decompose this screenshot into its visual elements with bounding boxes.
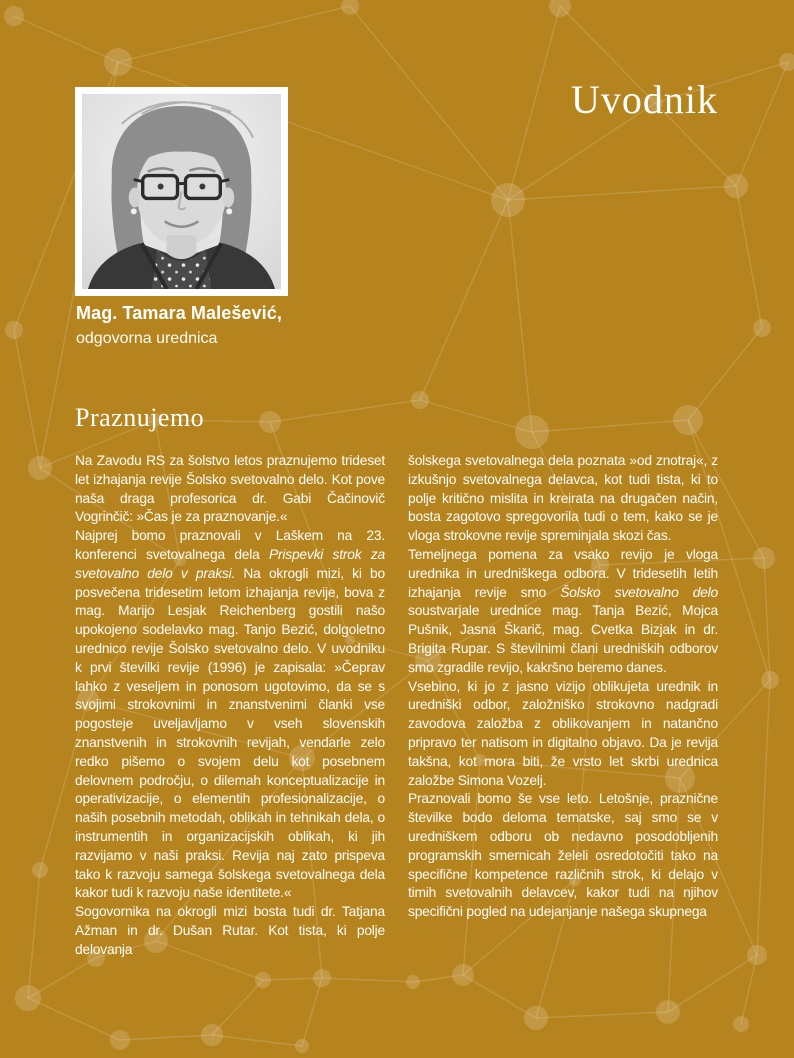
paragraph: Najprej bomo praznovali v Laškem na 23. konferenci svetovalnega dela Prispevki strok za svetovalno delo v praksi. Na okrogli mizi, ki bo posvečena tridesetim letom izhajanja revije, bova z mag. Marijo Lesjak Reichenberg gostili našo upokojeno sodelavko mag. Tanjo Bezić, dolgoletno urednico revije Šolsko svetovalno delo. V uvodniku k prvi številki revije (1996) je zapisala: »Čeprav lahko z veseljem in ponosom ugotovimo, da se s svojimi strokovnimi in znanstvenimi članki vse pogosteje uveljavljamo v vseh slovenskih znanstvenih in strokovnih revijah, vendarle zelo redko pišemo o svojem delu kot posebnem delovnem področju, o dilemah konceptualizacije in operativizacije, o elementih profesionalizacije, o naših posebnih metodah, oblikah in tehnikah dela, o instrumentih in organizacijskih oblikah, ki jih razvijamo v naši praksi. Revija naj zato prispeva tako k razvoju samega šolskega svetovalnega dela kakor tudi k razvoju naše identitete.« xyxy=(75,528,385,901)
section-heading: Praznujemo xyxy=(75,403,205,432)
portrait-photo xyxy=(82,94,281,289)
author-name: Mag. Tamara Malešević, xyxy=(76,303,282,323)
page-title: Uvodnik xyxy=(571,77,718,122)
article-column-left xyxy=(75,452,385,960)
paragraph: Sogovornika na okrogli mizi bosta tudi dr. Tatjana Ažman in dr. Dušan Rutar. Kot tista, ki polje delovanja xyxy=(75,904,385,957)
paragraph: Praznovali bomo še vse leto. Letošnje, praznične številke bodo deloma tematske, saj smo se v uredniškem odboru ob nedavno posodobljenih programskih smernicah želeli osredotočiti tako na specifične kompetence različnih strok, ki delajo v timih svetovalnih delavcev, kakor tudi na njihov specifični pogled na udejanjanje našega skupnega xyxy=(408,791,718,920)
paragraph: Na Zavodu RS za šolstvo letos praznujemo trideset let izhajanja revije Šolsko svetovalno delo. Kot pove naša draga profesorica dr. Gabi Čačinovič Vogrinčič: »Čas je za praznovanje.« xyxy=(75,453,385,525)
article-column-right xyxy=(408,452,718,960)
author-photo-frame xyxy=(75,87,288,296)
article-body xyxy=(75,452,718,960)
author-role: odgovorna urednica xyxy=(76,330,218,347)
paragraph: šolskega svetovalnega dela poznata »od znotraj«, z izkušnjo svetovalnega delavca, kot tudi tista, ki to polje kritično mislita in kreirata na drugačen način, bosta zagotovo spregovorila tudi o tem, kako se je vloga strokovne revije spreminjala skozi čas. xyxy=(408,453,718,544)
paragraph: Temeljnega pomena za vsako revijo je vloga urednika in uredniškega odbora. V tridesetih letih izhajanja revije smo Šolsko svetovalno delo soustvarjale urednice mag. Tanja Bezić, Mojca Pušnik, Jasna Škarič, mag. Cvetka Bizjak in dr. Brigita Rupar. S številnimi člani uredniških odborov smo zgradile revijo, kakršno beremo danes. xyxy=(408,546,718,675)
paragraph: Vsebino, ki jo z jasno vizijo oblikujeta urednik in uredniški odbor, založniško strokovno nadgradi zavodova založba z oblikovanjem in natančno pripravo ter natisom in digitalno objavo. Da je revija takšna, kot mora biti, že vrsto let skrbi urednica založbe Simona Vozelj. xyxy=(408,678,718,788)
